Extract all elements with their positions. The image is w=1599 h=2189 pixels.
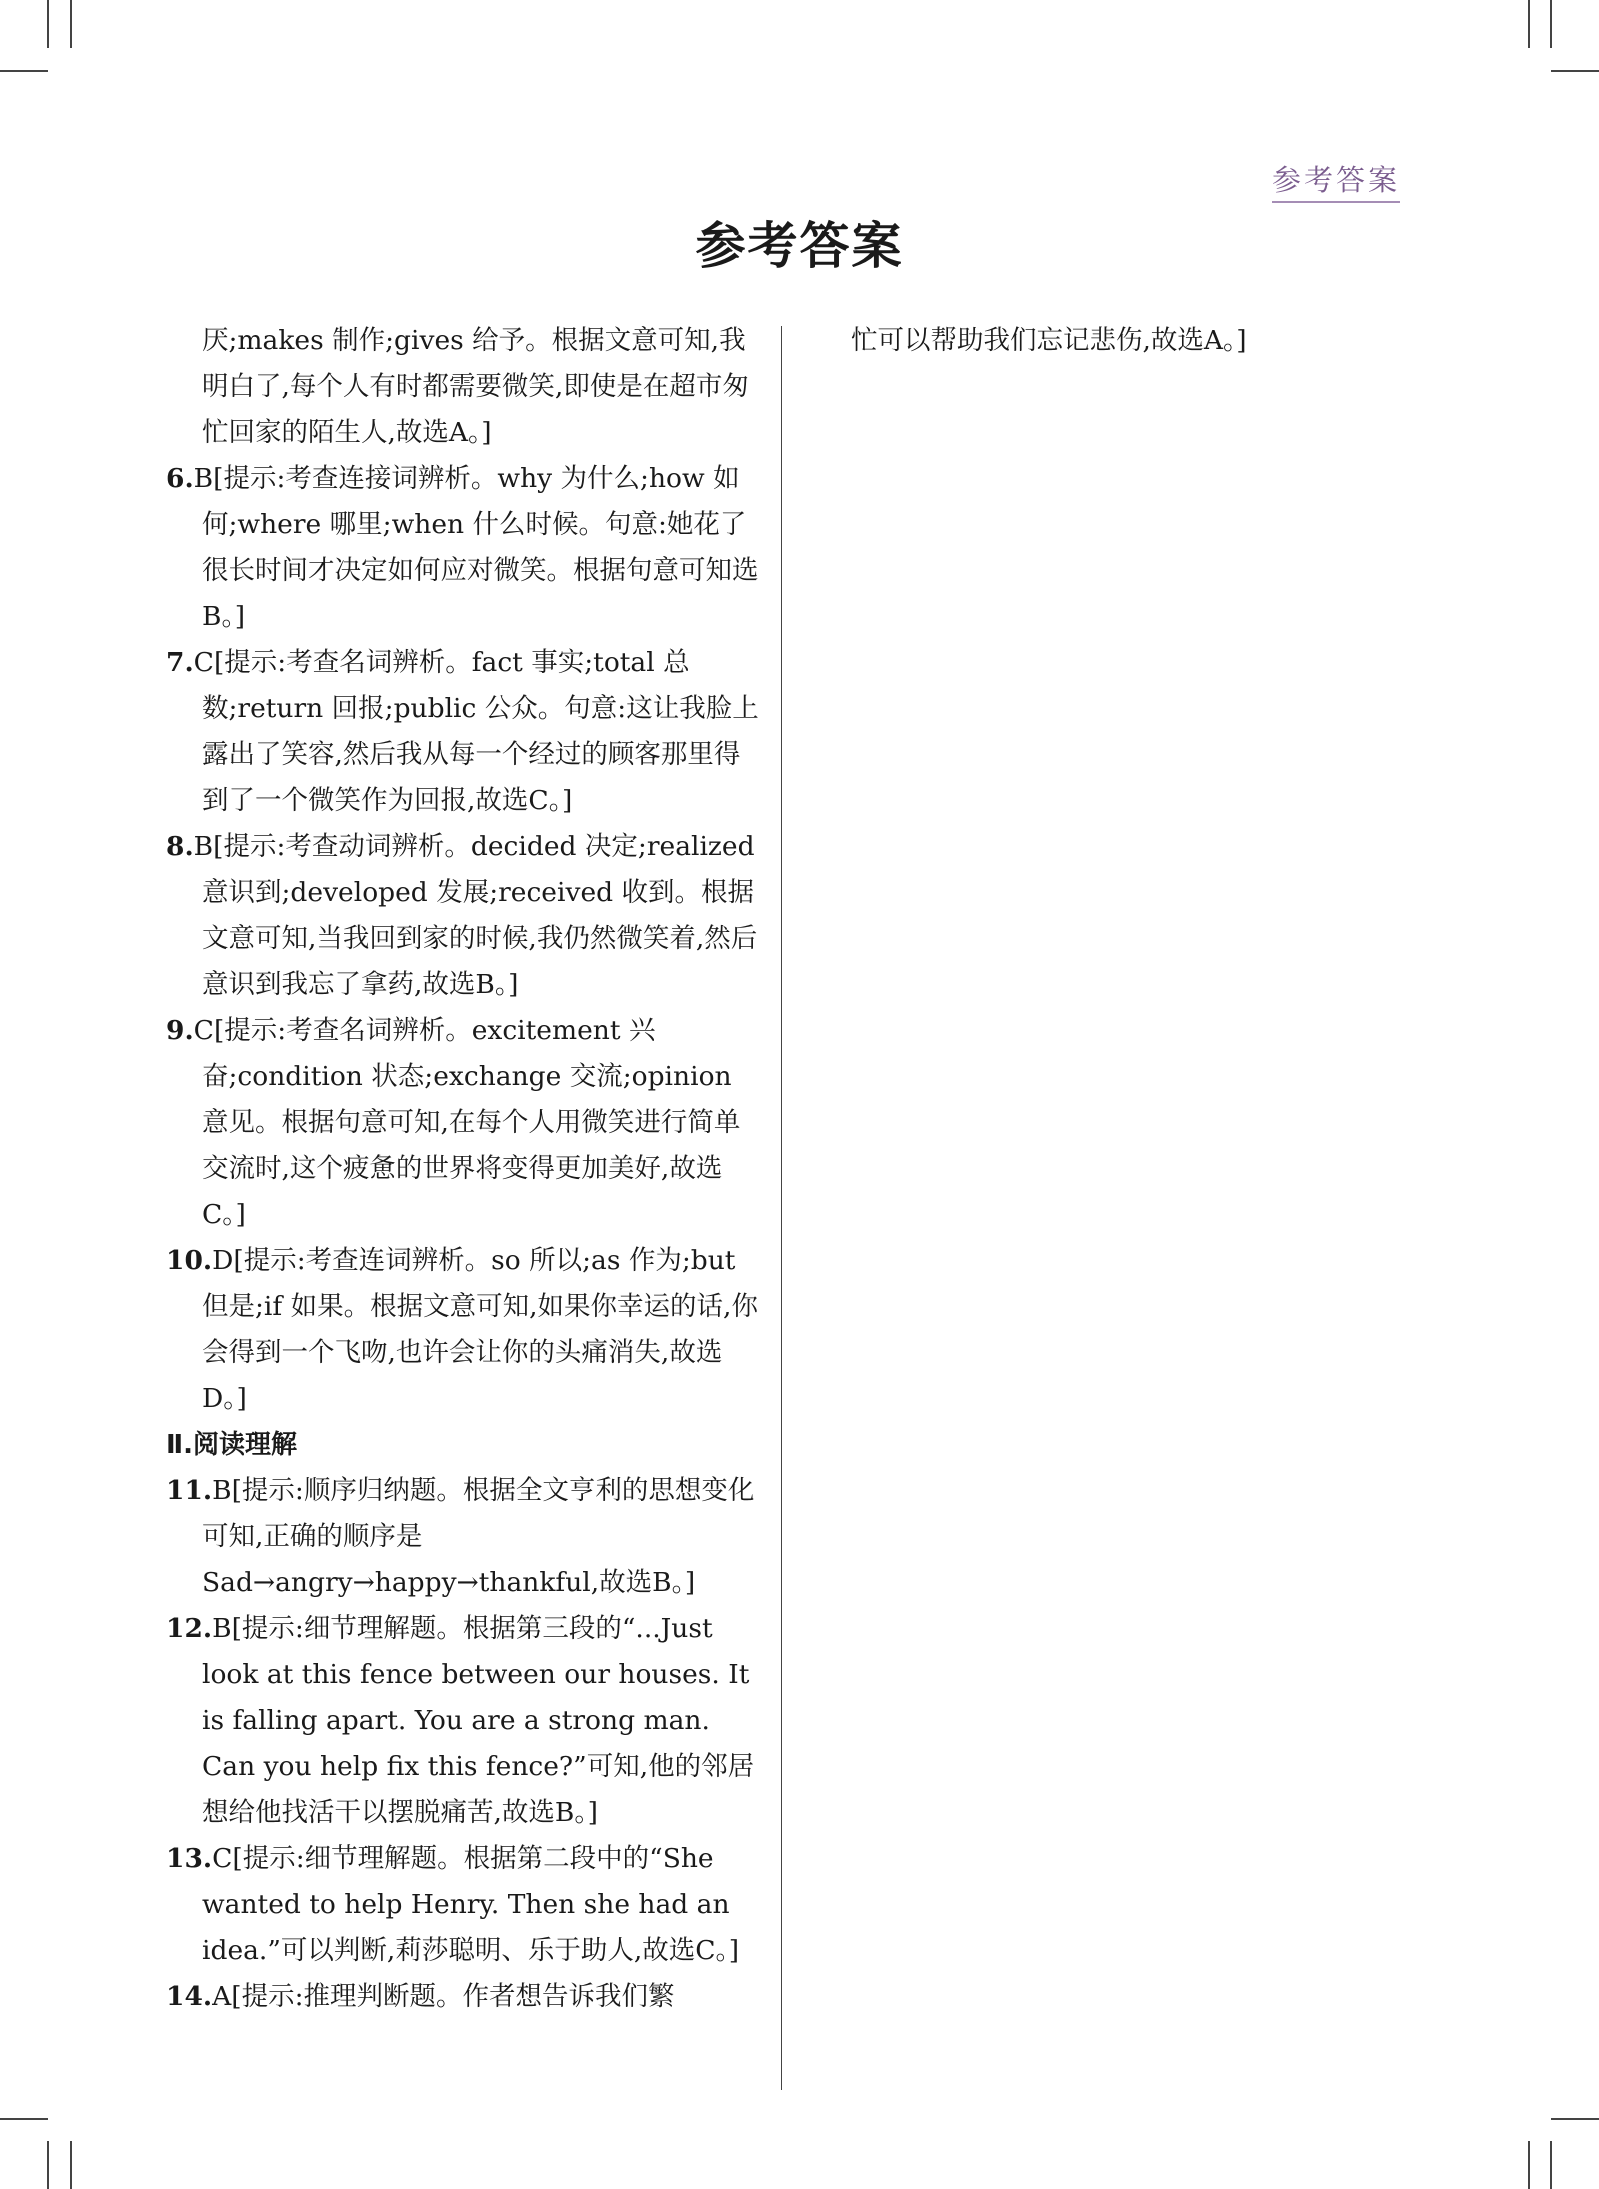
item-number: 12.: [166, 1613, 213, 1644]
answer-item-12: [166, 1606, 762, 1836]
column-divider: [781, 326, 782, 2090]
crop-mark: [1551, 70, 1599, 72]
section-tag: 参考答案: [1272, 158, 1400, 203]
crop-mark: [47, 2141, 49, 2189]
crop-mark: [70, 0, 72, 48]
crop-mark: [0, 2118, 48, 2120]
answer-item-10: [166, 1238, 762, 1422]
item-text: B[提示:细节理解题。根据第三段的“...Just look at this fence between our houses. It is falling apart. You are a strong man. Can you help fix this fence?”可知,他的邻居想给他找活干以摆脱痛苦,故选B。]: [202, 1613, 755, 1828]
item-number: 9.: [166, 1015, 194, 1046]
item-number: 13.: [166, 1843, 213, 1874]
answer-item-8: [166, 824, 762, 1008]
item-text: B[提示:顺序归纳题。根据全文亨利的思想变化可知,正确的顺序是 Sad→angry→happy→thankful,故选B。]: [202, 1475, 755, 1598]
answer-item-7: [166, 640, 762, 824]
item-text: A[提示:推理判断题。作者想告诉我们繁: [212, 1981, 675, 2012]
item-number: 8.: [166, 831, 194, 862]
crop-mark: [1550, 0, 1552, 48]
answer-item-9: [166, 1008, 762, 1238]
answer-item-13: [166, 1836, 762, 1974]
crop-mark: [1528, 0, 1530, 48]
answer-item-6: [166, 456, 762, 640]
item-text: C[提示:细节理解题。根据第二段中的“She wanted to help Henry. Then she had an idea.”可以判断,莉莎聪明、乐于助人,故选C。]: [202, 1843, 740, 1966]
item-text: B[提示:考查动词辨析。decided 决定;realized 意识到;developed 发展;received 收到。根据文意可知,当我回到家的时候,我仍然微笑着,然后意识到我忘了拿药,故选B。]: [193, 831, 758, 1000]
section-heading: Ⅱ.阅读理解: [166, 1430, 298, 1460]
item-text: D[提示:考查连词辨析。so 所以;as 作为;but 但是;if 如果。根据文意可知,如果你幸运的话,你会得到一个飞吻,也许会让你的头痛消失,故选D。]: [202, 1245, 758, 1414]
answer-item-11: [166, 1468, 762, 1606]
right-column: [851, 318, 1411, 364]
item-text: C[提示:考查名词辨析。excitement 兴奋;condition 状态;exchange 交流;opinion 意见。根据句意可知,在每个人用微笑进行简单交流时,这个疲惫的世界将变得更加美好,故选C。]: [193, 1015, 741, 1230]
crop-mark: [0, 70, 48, 72]
continued-answer: 忙可以帮助我们忘记悲伤,故选A。]: [851, 325, 1247, 356]
item-text: C[提示:考查名词辨析。fact 事实;total 总数;return 回报;public 公众。句意:这让我脸上露出了笑容,然后我从每一个经过的顾客那里得到了一个微笑作为回报,故选C。]: [193, 647, 759, 816]
crop-mark: [1528, 2141, 1530, 2189]
item-number: 10.: [166, 1245, 213, 1276]
left-column: [166, 318, 762, 2020]
answer-item-14: [166, 1974, 762, 2020]
page-title: 参考答案: [695, 217, 904, 275]
item-number: 7.: [166, 647, 194, 678]
crop-mark: [1551, 2118, 1599, 2120]
item-number: 11.: [166, 1475, 213, 1506]
crop-mark: [47, 0, 49, 48]
item-number: 14.: [166, 1981, 213, 2012]
continued-answer: 厌;makes 制作;gives 给予。根据文意可知,我明白了,每个人有时都需要微笑,即使是在超市匆忙回家的陌生人,故选A。]: [202, 325, 749, 448]
crop-mark: [70, 2141, 72, 2189]
item-text: B[提示:考查连接词辨析。why 为什么;how 如何;where 哪里;when 什么时候。句意:她花了很长时间才决定如何应对微笑。根据句意可知选B。]: [193, 463, 759, 632]
crop-mark: [1550, 2141, 1552, 2189]
item-number: 6.: [166, 463, 194, 494]
